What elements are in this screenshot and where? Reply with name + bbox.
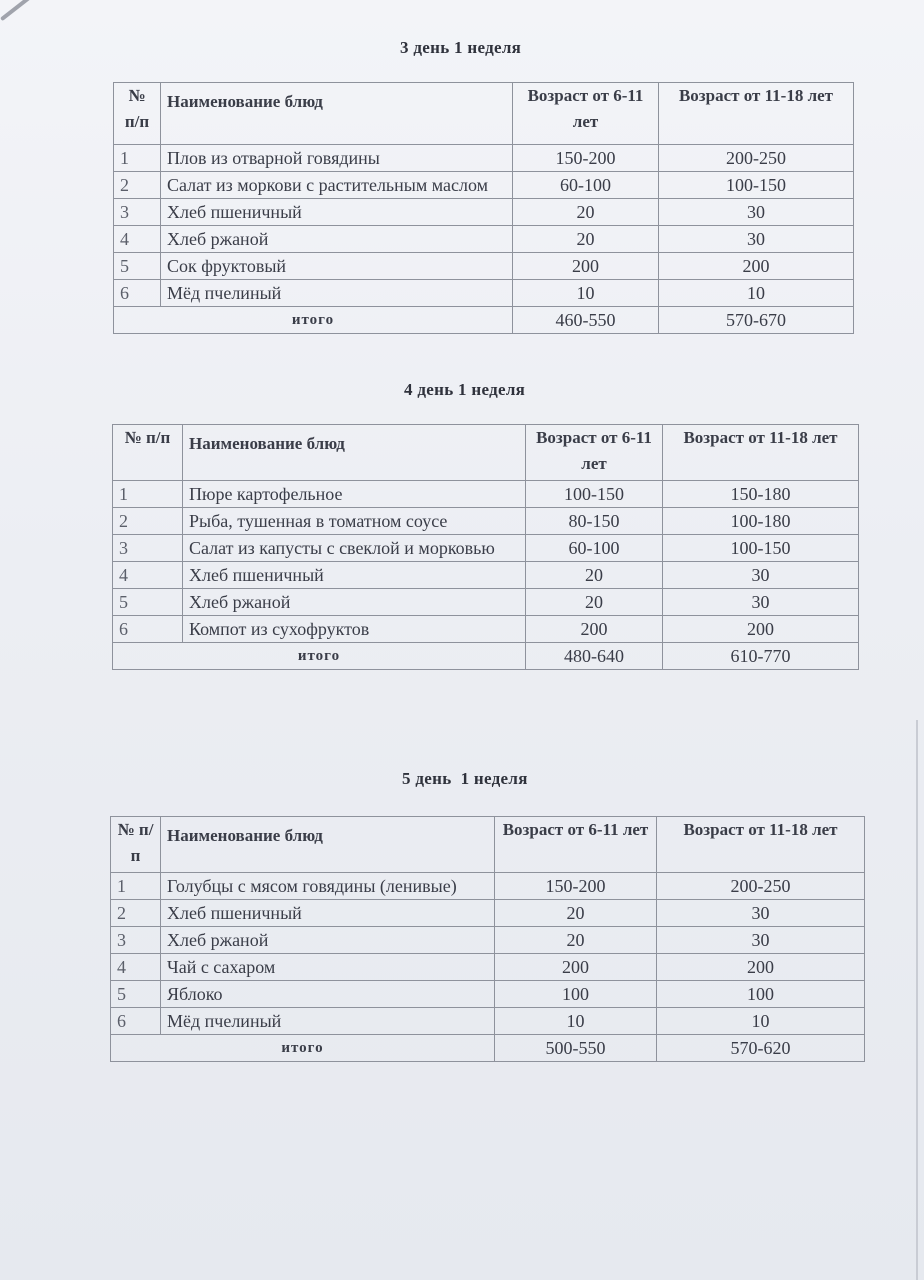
row-number: 1 <box>114 145 161 172</box>
table-row <box>114 280 854 307</box>
total-11-18: 570-670 <box>659 307 854 334</box>
pen-mark <box>0 0 50 21</box>
portion-6-11: 200 <box>495 954 657 981</box>
dish-name: Хлеб пшеничный <box>161 900 495 927</box>
portion-6-11: 60-100 <box>513 172 659 199</box>
dish-name: Мёд пчелиный <box>161 280 513 307</box>
row-number: 6 <box>114 280 161 307</box>
row-number: 2 <box>111 900 161 927</box>
total-11-18: 570-620 <box>657 1035 865 1062</box>
portion-6-11: 150-200 <box>495 873 657 900</box>
row-number: 4 <box>111 954 161 981</box>
table-row <box>114 226 854 253</box>
portion-6-11: 100-150 <box>526 481 663 508</box>
portion-11-18: 100 <box>657 981 865 1008</box>
header-num: № п/п <box>113 425 183 481</box>
portion-6-11: 20 <box>513 199 659 226</box>
portion-11-18: 200-250 <box>659 145 854 172</box>
portion-6-11: 20 <box>495 927 657 954</box>
row-number: 3 <box>113 535 183 562</box>
header-name: Наименование блюд <box>161 817 495 873</box>
portion-6-11: 200 <box>526 616 663 643</box>
row-number: 2 <box>114 172 161 199</box>
total-label: итого <box>111 1035 495 1062</box>
total-6-11: 460-550 <box>513 307 659 334</box>
menu-table-day3 <box>113 82 854 334</box>
row-number: 4 <box>113 562 183 589</box>
total-label: итого <box>114 307 513 334</box>
dish-name: Плов из отварной говядины <box>161 145 513 172</box>
total-row <box>114 307 854 334</box>
portion-11-18: 30 <box>663 562 859 589</box>
table-row <box>113 616 859 643</box>
portion-11-18: 10 <box>657 1008 865 1035</box>
total-row <box>113 643 859 670</box>
portion-6-11: 60-100 <box>526 535 663 562</box>
menu-table-day5 <box>110 816 865 1062</box>
dish-name: Рыба, тушенная в томатном соусе <box>183 508 526 535</box>
portion-11-18: 100-150 <box>659 172 854 199</box>
row-number: 5 <box>114 253 161 280</box>
portion-6-11: 20 <box>526 589 663 616</box>
portion-6-11: 150-200 <box>513 145 659 172</box>
dish-name: Сок фруктовый <box>161 253 513 280</box>
table-row <box>113 481 859 508</box>
table-row <box>114 145 854 172</box>
portion-6-11: 200 <box>513 253 659 280</box>
total-6-11: 500-550 <box>495 1035 657 1062</box>
row-number: 3 <box>111 927 161 954</box>
portion-11-18: 30 <box>659 199 854 226</box>
table-row <box>113 589 859 616</box>
dish-name: Салат из моркови с растительным маслом <box>161 172 513 199</box>
table-row <box>114 172 854 199</box>
section-title-day4: 4 день 1 неделя <box>404 380 526 399</box>
portion-11-18: 200 <box>657 954 865 981</box>
row-number: 1 <box>111 873 161 900</box>
table-row <box>111 954 865 981</box>
section-title-day5: 5 день 1 неделя <box>402 769 528 788</box>
portion-6-11: 100 <box>495 981 657 1008</box>
header-age-6-11: Возраст от 6-11 лет <box>513 83 659 145</box>
header-name: Наименование блюд <box>183 425 526 481</box>
table-row <box>111 873 865 900</box>
portion-11-18: 150-180 <box>663 481 859 508</box>
table-row <box>111 981 865 1008</box>
portion-11-18: 100-180 <box>663 508 859 535</box>
dish-name: Чай с сахаром <box>161 954 495 981</box>
row-number: 6 <box>111 1008 161 1035</box>
portion-11-18: 30 <box>659 226 854 253</box>
dish-name: Пюре картофельное <box>183 481 526 508</box>
portion-6-11: 20 <box>513 226 659 253</box>
dish-name: Хлеб пшеничный <box>161 199 513 226</box>
dish-name: Голубцы с мясом говядины (ленивые) <box>161 873 495 900</box>
table-row <box>111 927 865 954</box>
portion-11-18: 100-150 <box>663 535 859 562</box>
table-row <box>111 900 865 927</box>
portion-11-18: 30 <box>657 900 865 927</box>
table-row <box>111 1008 865 1035</box>
table-row <box>113 562 859 589</box>
dish-name: Яблоко <box>161 981 495 1008</box>
total-6-11: 480-640 <box>526 643 663 670</box>
table-row <box>114 253 854 280</box>
dish-name: Салат из капусты с свеклой и морковью <box>183 535 526 562</box>
row-number: 5 <box>111 981 161 1008</box>
table-header-row <box>113 425 859 481</box>
row-number: 2 <box>113 508 183 535</box>
row-number: 5 <box>113 589 183 616</box>
header-age-6-11: Возраст от 6-11 лет <box>526 425 663 481</box>
header-age-11-18: Возраст от 11-18 лет <box>659 83 854 145</box>
dish-name: Компот из сухофруктов <box>183 616 526 643</box>
dish-name: Хлеб пшеничный <box>183 562 526 589</box>
portion-6-11: 20 <box>495 900 657 927</box>
portion-11-18: 30 <box>663 589 859 616</box>
dish-name: Хлеб ржаной <box>183 589 526 616</box>
total-row <box>111 1035 865 1062</box>
header-age-11-18: Возраст от 11-18 лет <box>663 425 859 481</box>
portion-11-18: 200-250 <box>657 873 865 900</box>
menu-table-day4 <box>112 424 859 670</box>
dish-name: Хлеб ржаной <box>161 927 495 954</box>
table-row <box>114 199 854 226</box>
row-number: 4 <box>114 226 161 253</box>
portion-11-18: 30 <box>657 927 865 954</box>
portion-6-11: 20 <box>526 562 663 589</box>
header-age-6-11: Возраст от 6-11 лет <box>495 817 657 873</box>
section-title-day3: 3 день 1 неделя <box>400 38 522 57</box>
row-number: 3 <box>114 199 161 226</box>
portion-11-18: 200 <box>659 253 854 280</box>
table-header-row <box>114 83 854 145</box>
dish-name: Мёд пчелиный <box>161 1008 495 1035</box>
page-edge-shadow <box>916 720 918 1280</box>
header-name: Наименование блюд <box>161 83 513 145</box>
row-number: 1 <box>113 481 183 508</box>
portion-6-11: 10 <box>495 1008 657 1035</box>
dish-name: Хлеб ржаной <box>161 226 513 253</box>
portion-11-18: 200 <box>663 616 859 643</box>
row-number: 6 <box>113 616 183 643</box>
table-header-row <box>111 817 865 873</box>
table-row <box>113 508 859 535</box>
total-11-18: 610-770 <box>663 643 859 670</box>
header-num: № п/п <box>111 817 161 873</box>
portion-6-11: 80-150 <box>526 508 663 535</box>
table-row <box>113 535 859 562</box>
portion-11-18: 10 <box>659 280 854 307</box>
header-age-11-18: Возраст от 11-18 лет <box>657 817 865 873</box>
header-num: № п/п <box>114 83 161 145</box>
portion-6-11: 10 <box>513 280 659 307</box>
total-label: итого <box>113 643 526 670</box>
